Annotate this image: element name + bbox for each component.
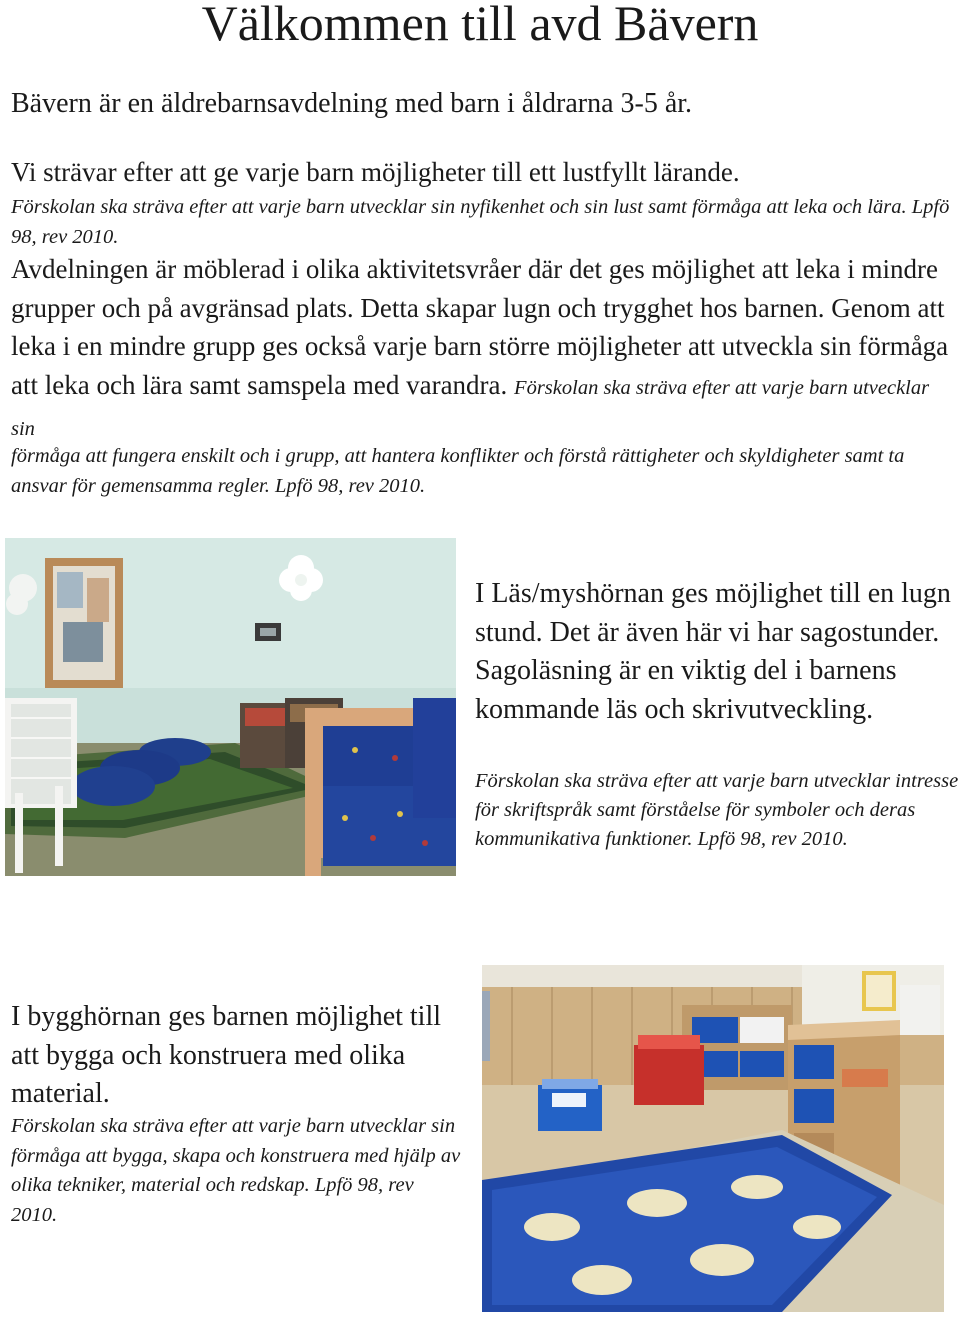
building-corner-photo: [482, 965, 944, 1312]
curriculum-quote: Förskolan ska sträva efter att varje barn utvecklar intresse för skriftspråk samt förståelse för symboler och deras kommunikativa funktioner. Lpfö 98, rev 2010.: [475, 770, 959, 850]
intro-text: Bävern är en äldrebarnsavdelning med barn i åldrarna 3-5 år.: [11, 88, 693, 119]
goal-text: Vi strävar efter att ge varje barn möjligheter till ett lustfyllt lärande.: [11, 157, 740, 187]
curriculum-quote: Förskolan ska sträva efter att varje barn utvecklar sin förmåga att bygga, skapa och konstruera med hjälp av olika tekniker, material och redskap. Lpfö 98, rev 2010.: [11, 1115, 461, 1226]
furnishing-text: Avdelningen är möblerad i olika aktivitetsvråer där det ges möjlighet att leka i mindre grupper och på avgränsad plats. Detta skapar lugn och trygghet hos barnen. Genom att leka i en mindre grupp ges också varje barn större möjligheter att utveckla sin förmåga att leka och lära samt samspela med varandra.: [11, 254, 949, 400]
reading-corner-photo: [5, 538, 456, 876]
curriculum-quote-start: Förskolan ska sträva efter att varje barn utvecklar sin: [11, 376, 930, 440]
furnishing-paragraph: [11, 250, 956, 449]
reading-corner-text: I Läs/myshörnan ges möjlighet till en lugn stund. Det är även här vi har sagostunder. Sagoläsning är en viktig del i barnens kommande läs och skrivutveckling.: [475, 578, 951, 725]
page-title: Välkommen till avd Bävern: [201, 0, 759, 51]
curriculum-quote: Förskolan ska sträva efter att varje barn utvecklar sin nyfikenhet och sin lust samt förmåga att leka och lära. Lpfö 98, rev 2010.: [11, 196, 950, 248]
building-corner-text: I bygghörnan ges barnen möjlighet till att bygga och konstruera med olika material.: [11, 1001, 442, 1109]
curriculum-quote: förmåga att fungera enskilt och i grupp, att hantera konflikter och förstå rättigheter och skyldigheter samt ta ansvar för gemensamma regler. Lpfö 98, rev 2010.: [11, 445, 905, 497]
